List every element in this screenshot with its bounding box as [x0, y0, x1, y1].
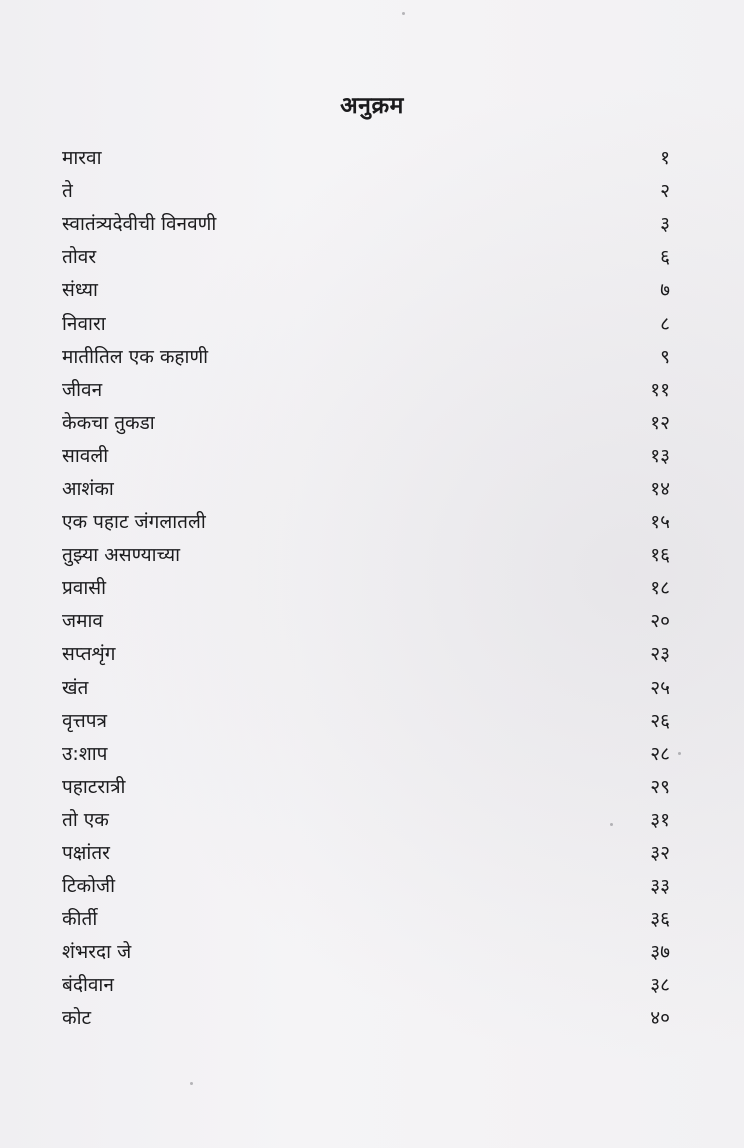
paper-speck [402, 12, 405, 15]
toc-entry-title: कीर्ती [62, 908, 98, 931]
toc-entry [62, 638, 670, 671]
toc-entry [62, 307, 670, 340]
toc-entry [62, 605, 670, 638]
toc-entry-title: जमाव [62, 610, 103, 633]
toc-entry-page-number: ३८ [650, 974, 670, 997]
toc-entry [62, 804, 670, 837]
toc-entry [62, 903, 670, 936]
toc-entry [62, 241, 670, 274]
toc-entry-title: एक पहाट जंगलातली [62, 511, 206, 534]
toc-entry [62, 175, 670, 208]
toc-entry-title: मारवा [62, 147, 102, 170]
toc-entry-page-number: २३ [650, 643, 670, 666]
toc-entry-page-number: २९ [650, 775, 670, 798]
toc-entry [62, 870, 670, 903]
toc-entry-title: शंभरदा जे [62, 941, 132, 964]
toc-entry-page-number: १५ [650, 511, 670, 534]
toc-entry [62, 738, 670, 771]
table-of-contents [62, 142, 670, 1036]
toc-entry-page-number: ३ [660, 213, 670, 236]
toc-entry [62, 274, 670, 307]
toc-entry-title: सावली [62, 444, 109, 467]
page-title: अनुक्रम [340, 93, 404, 119]
toc-entry [62, 506, 670, 539]
toc-entry-title: संध्या [62, 279, 98, 302]
paper-speck [610, 823, 613, 826]
toc-entry-page-number: २५ [650, 676, 670, 699]
toc-entry-page-number: २८ [650, 742, 670, 765]
toc-entry-title: पक्षांतर [62, 842, 110, 865]
toc-entry-title: निवारा [62, 312, 106, 335]
toc-entry-page-number: ३६ [650, 908, 670, 931]
toc-entry-title: जीवन [62, 378, 103, 401]
toc-entry-page-number: ७ [660, 279, 670, 302]
paper-speck [678, 752, 681, 755]
toc-entry-page-number: ३३ [650, 875, 670, 898]
toc-entry-page-number: ११ [650, 378, 670, 401]
toc-entry [62, 539, 670, 572]
toc-entry-title: उ:शाप [62, 742, 108, 765]
toc-entry-page-number: ९ [660, 345, 670, 368]
toc-entry-page-number: १२ [650, 411, 670, 434]
toc-entry-title: सप्तशृंग [62, 643, 116, 666]
toc-entry-title: प्रवासी [62, 577, 107, 600]
toc-entry-title: बंदीवान [62, 974, 114, 997]
toc-entry-title: पहाटरात्री [62, 775, 126, 798]
toc-entry-page-number: ३१ [650, 808, 670, 831]
toc-entry [62, 771, 670, 804]
toc-entry-title: तो एक [62, 808, 109, 831]
toc-entry-page-number: ३२ [650, 842, 670, 865]
toc-entry-page-number: ८ [660, 312, 670, 335]
toc-entry-page-number: १६ [650, 544, 670, 567]
toc-entry [62, 1002, 670, 1035]
toc-entry-page-number: २ [660, 180, 670, 203]
toc-entry-page-number: ६ [660, 246, 670, 269]
toc-entry-title: तुझ्या असण्याच्या [62, 544, 181, 567]
toc-entry-title: कोट [62, 1007, 92, 1030]
toc-entry [62, 837, 670, 870]
toc-entry [62, 407, 670, 440]
toc-entry-page-number: २० [650, 610, 670, 633]
toc-entry-page-number: १३ [650, 444, 670, 467]
toc-entry [62, 341, 670, 374]
toc-entry [62, 440, 670, 473]
toc-entry-title: खंत [62, 676, 89, 699]
toc-entry-page-number: १ [660, 147, 670, 170]
toc-entry [62, 208, 670, 241]
toc-entry [62, 672, 670, 705]
toc-entry-title: आशंका [62, 477, 114, 500]
toc-entry-title: टिकोजी [62, 875, 116, 898]
paper-speck [190, 1082, 193, 1085]
toc-entry-page-number: १८ [650, 577, 670, 600]
toc-entry [62, 473, 670, 506]
toc-entry-title: वृत्तपत्र [62, 709, 107, 732]
toc-entry-title: ते [62, 180, 73, 203]
toc-entry-title: तोवर [62, 246, 97, 269]
toc-entry [62, 705, 670, 738]
toc-entry-page-number: २६ [650, 709, 670, 732]
toc-entry-page-number: ४० [650, 1007, 670, 1030]
toc-entry-page-number: ३७ [650, 941, 670, 964]
toc-entry [62, 969, 670, 1002]
toc-entry [62, 374, 670, 407]
toc-entry-page-number: १४ [650, 477, 670, 500]
toc-entry-title: केकचा तुकडा [62, 411, 155, 434]
toc-entry [62, 572, 670, 605]
toc-entry-title: स्वातंत्र्यदेवीची विनवणी [62, 213, 217, 236]
toc-entry-title: मातीतिल एक कहाणी [62, 345, 209, 368]
toc-entry [62, 142, 670, 175]
toc-entry [62, 936, 670, 969]
